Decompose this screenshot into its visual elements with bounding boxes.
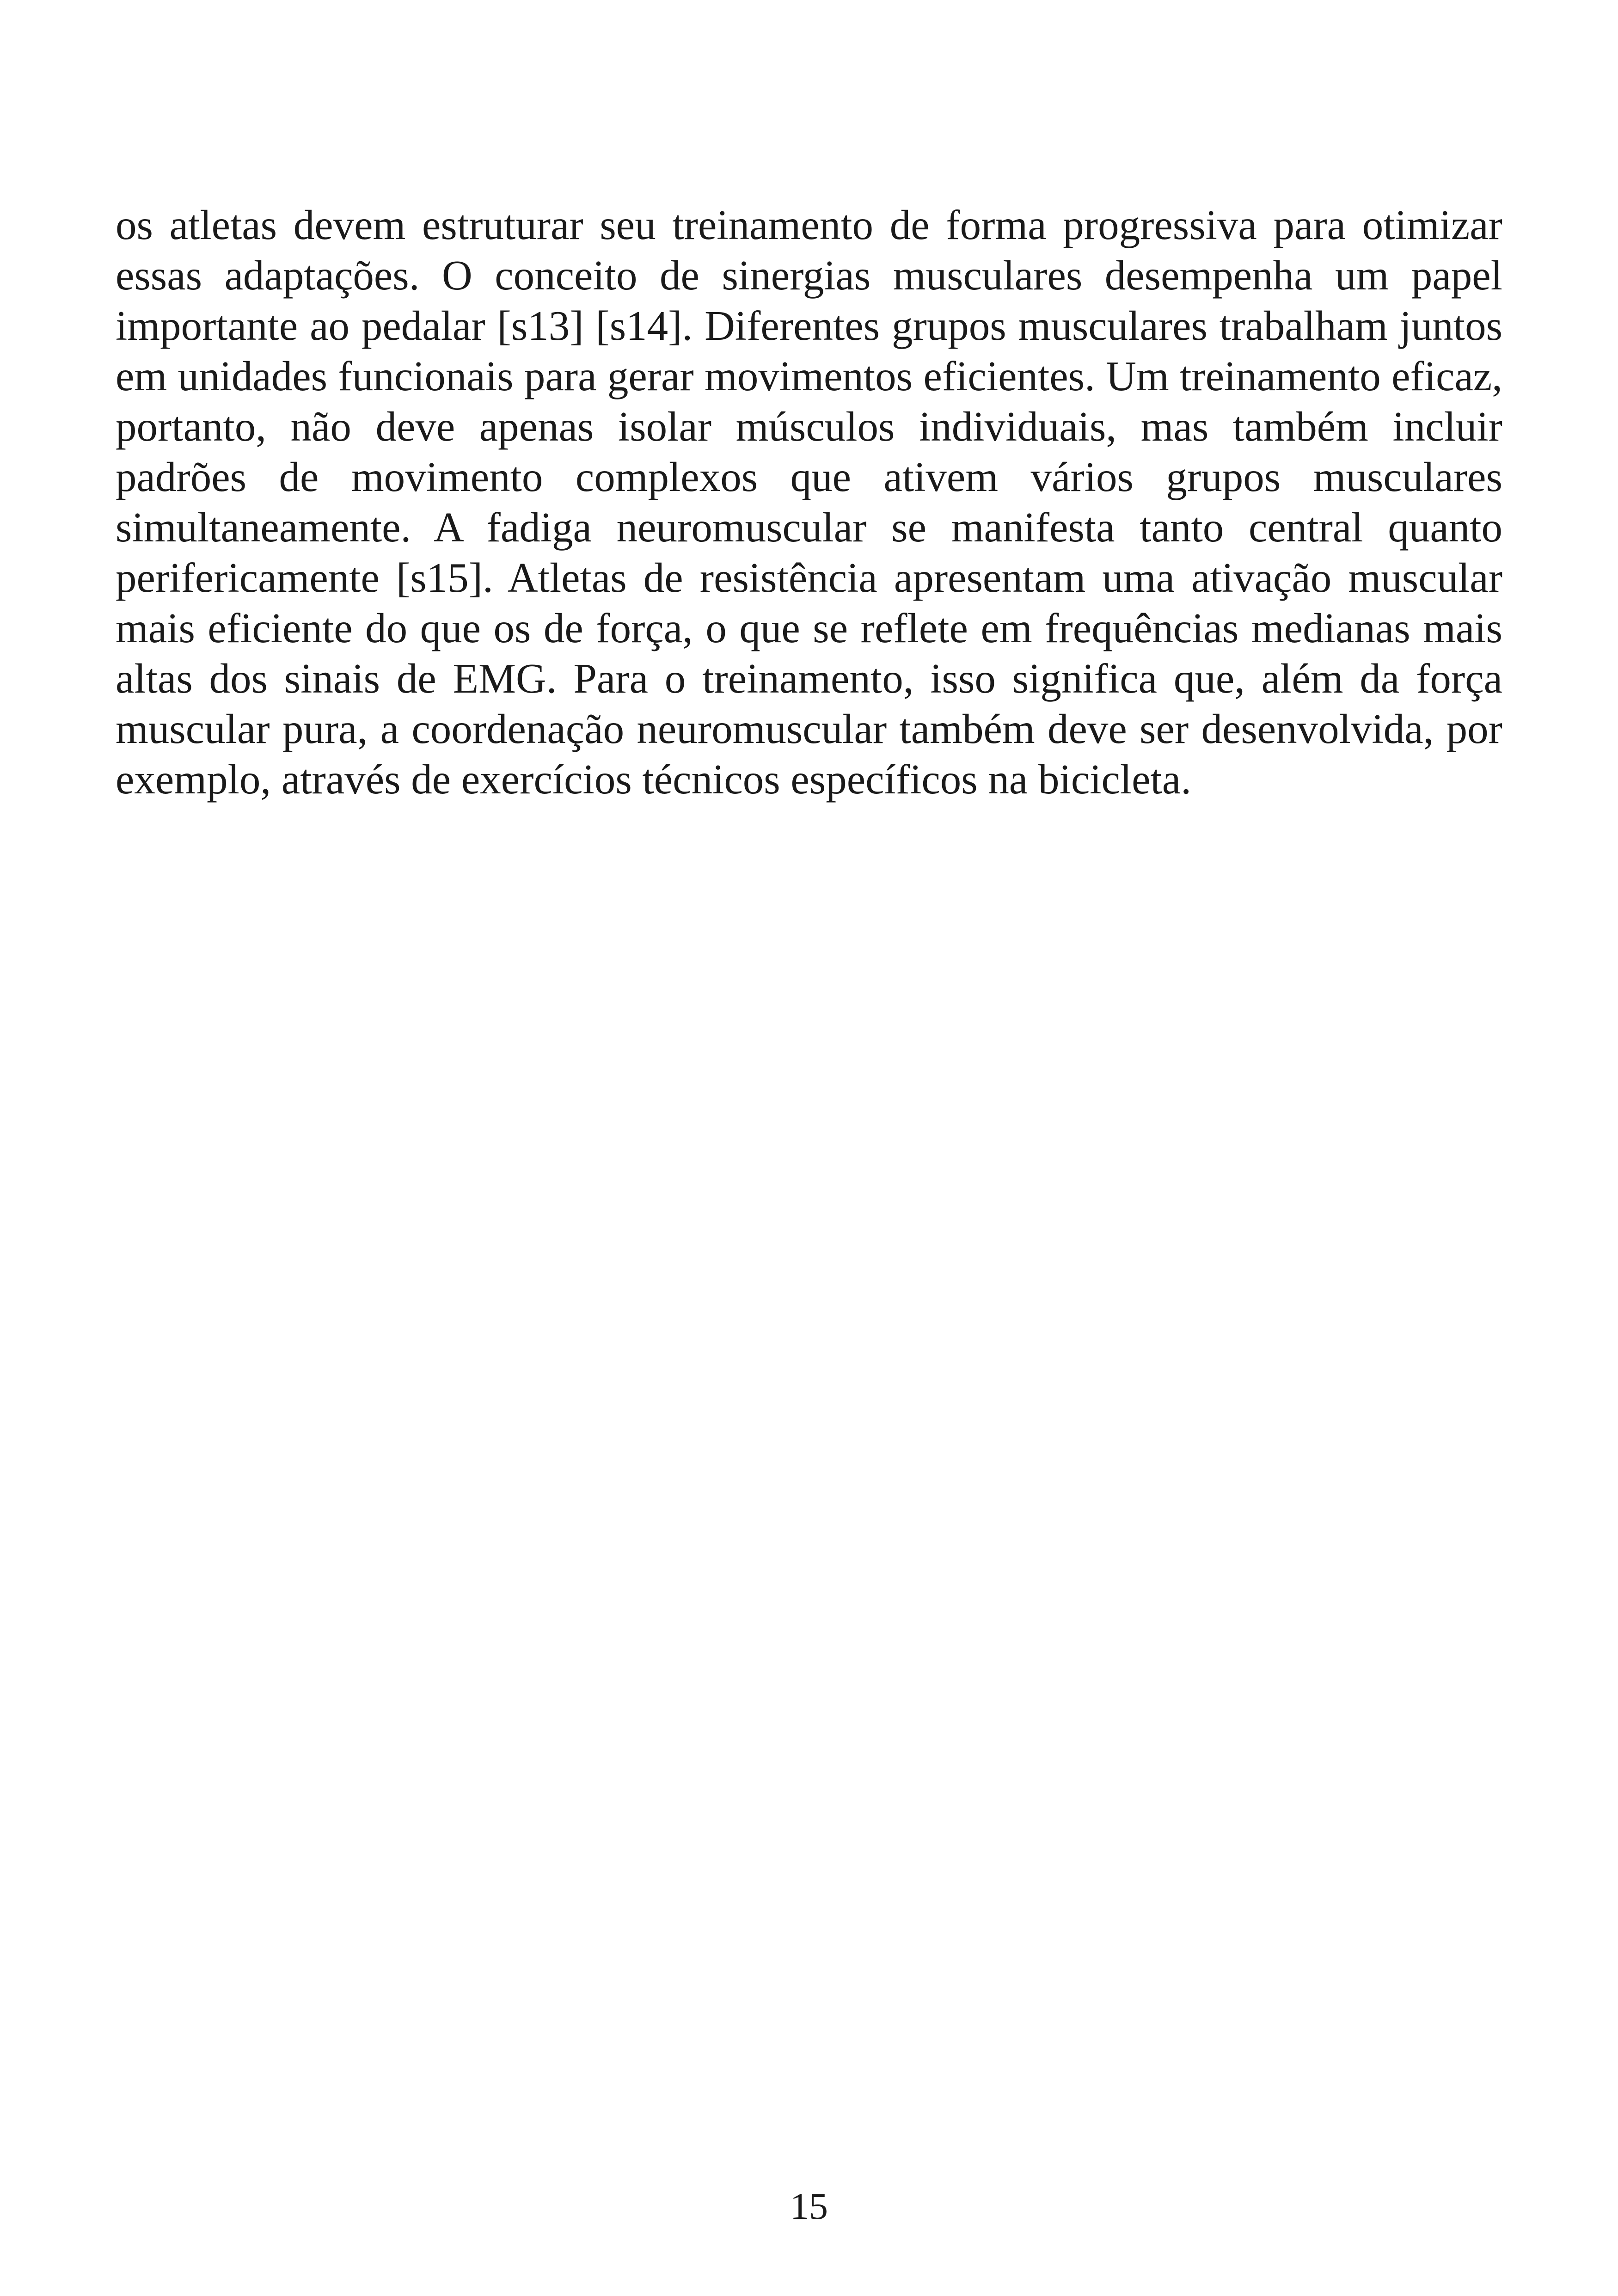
- body-paragraph: os atletas devem estruturar seu treinamento de forma progressiva para otimizar essas adaptações. O conceito de sinergias musculares desempenha um papel importante ao pedalar [s13] [s14]. Diferentes grupos musculares trabalham juntos em unidades funcionais para gerar movimentos eficientes. Um treinamento eficaz, portanto, não deve apenas isolar músculos individuais, mas também incluir padrões de movimento complexos que ativem vários grupos musculares simultaneamente. A fadiga neuromuscular se manifesta tanto central quanto perifericamente [s15]. Atletas de resistência apresentam uma ativação muscular mais eficiente do que os de força, o que se reflete em frequências medianas mais altas dos sinais de EMG. Para o treinamento, isso significa que, além da força muscular pura, a coordenação neuromuscular também deve ser desenvolvida, por exemplo, através de exercícios técnicos específicos na bicicleta.: [116, 202, 1502, 803]
- page-number: 15: [790, 2185, 828, 2227]
